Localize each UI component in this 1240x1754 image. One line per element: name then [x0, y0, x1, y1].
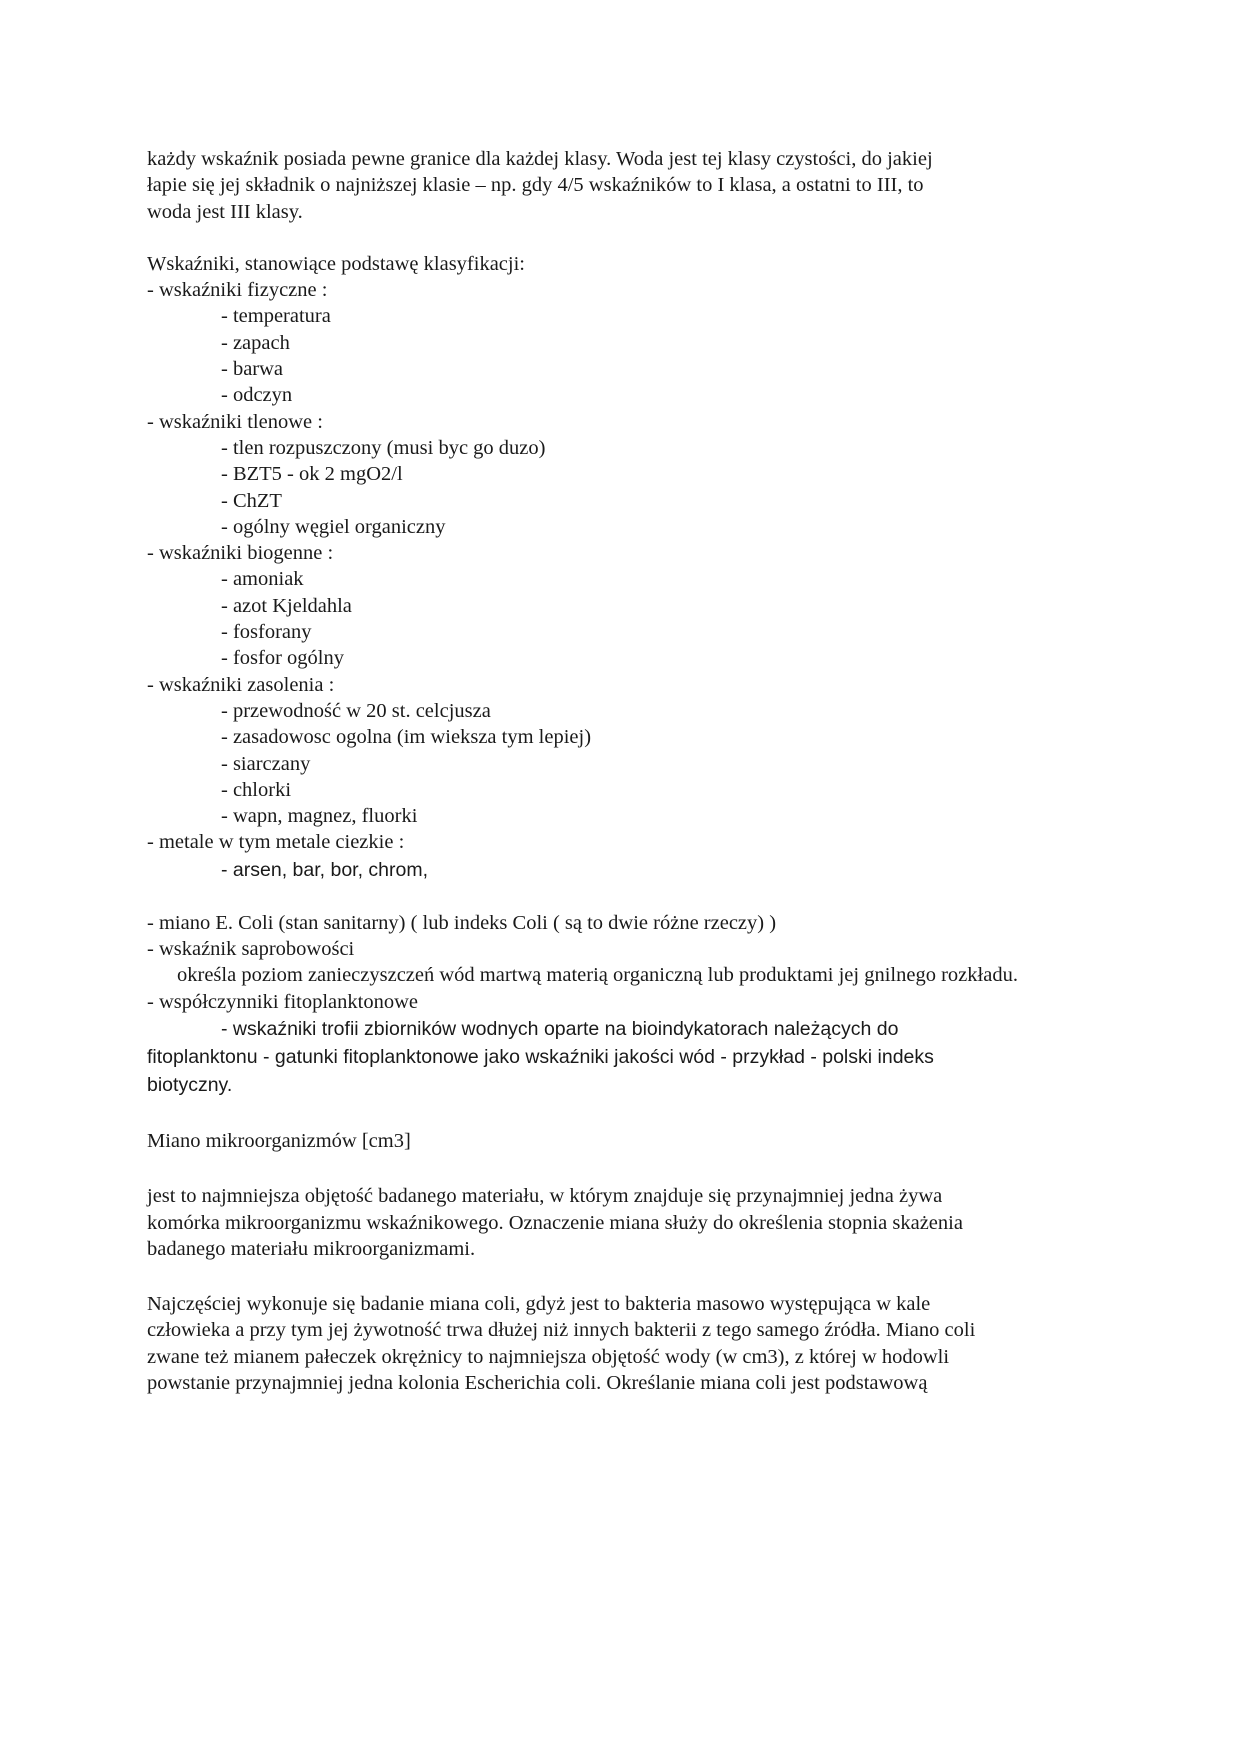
list-item: - ogólny węgiel organiczny	[221, 515, 446, 538]
saprob-description: określa poziom zanieczyszczeń wód martwą materią organiczną lub produktami jej gnilnego rozkładu.	[177, 964, 1018, 987]
list-item: - odczyn	[221, 384, 293, 407]
list-item: - temperatura	[221, 305, 331, 328]
list-item: - tlen rozpuszczony (musi byc go duzo)	[221, 436, 546, 459]
phyto-text-line: - wskaźniki trofii zbiorników wodnych oparte na bioindykatorach należących do	[221, 1017, 899, 1040]
list-item: - siarczany	[221, 752, 311, 775]
phyto-label: - współczynniki fitoplanktonowe	[147, 990, 419, 1013]
document-page	[147, 146, 1087, 1396]
group-label-biogenic: - wskaźniki biogenne :	[147, 542, 334, 565]
intro-paragraph	[147, 146, 1087, 225]
list-item: - fosforany	[221, 621, 312, 644]
text-line: każdy wskaźnik posiada pewne granice dla każdej klasy. Woda jest tej klasy czystości, do jakiej	[147, 148, 933, 170]
text-line: woda jest III klasy.	[147, 200, 303, 223]
group-label-salinity: - wskaźniki zasolenia :	[147, 673, 335, 696]
extra-indicators	[147, 910, 1087, 1099]
text-line: zwane też mianem pałeczek okrężnicy to najmniejsza objętość wody (w cm3), z której w hodowli	[147, 1345, 950, 1368]
coli-item: - miano E. Coli (stan sanitarny) ( lub indeks Coli ( są to dwie różne rzeczy) )	[147, 911, 777, 934]
saprob-label: - wskaźnik saprobowości	[147, 938, 355, 961]
text-line: powstanie przynajmniej jedna kolonia Escherichia coli. Określanie miana coli jest podstawową	[147, 1371, 928, 1394]
group-label-physical: - wskaźniki fizyczne :	[147, 279, 328, 302]
indicators-heading: Wskaźniki, stanowiące podstawę klasyfikacji:	[147, 252, 525, 275]
phyto-text-line: biotyczny.	[147, 1073, 233, 1096]
list-item: - BZT5 - ok 2 mgO2/l	[221, 463, 403, 486]
text-line: człowieka a przy tym jej żywotność trwa dłużej niż innych bakterii z tego samego źródła. Miano coli	[147, 1319, 976, 1342]
list-item: - barwa	[221, 358, 284, 381]
list-item: - zasadowosc ogolna (im wieksza tym lepiej)	[221, 726, 592, 749]
text-line: łapie się jej składnik o najniższej klasie – np. gdy 4/5 wskaźników to I klasa, a ostatni to III, to	[147, 174, 924, 197]
text-line: badanego materiału mikroorganizmami.	[147, 1237, 476, 1260]
list-item: - wapn, magnez, fluorki	[221, 805, 418, 828]
text-line: Najczęściej wykonuje się badanie miana coli, gdyż jest to bakteria masowo występująca w kale	[147, 1293, 931, 1316]
list-item: - przewodność w 20 st. celcjusza	[221, 699, 491, 722]
group-label-metals: - metale w tym metale ciezkie :	[147, 831, 405, 854]
phyto-text-line: fitoplanktonu - gatunki fitoplanktonowe jako wskaźniki jakości wód - przykład - polski indeks	[147, 1045, 934, 1068]
list-item: - ChZT	[221, 489, 282, 512]
miano-heading: Miano mikroorganizmów [cm3]	[147, 1129, 411, 1152]
list-item: - fosfor ogólny	[221, 647, 344, 670]
miano-paragraph-2	[147, 1291, 1087, 1396]
list-item: - zapach	[221, 331, 290, 354]
text-line: jest to najmniejsza objętość badanego materiału, w którym znajduje się przynajmniej jedna żywa	[147, 1185, 943, 1208]
text-line: komórka mikroorganizmu wskaźnikowego. Oznaczenie miana służy do określenia stopnia skażenia	[147, 1211, 963, 1234]
list-item: - arsen, bar, bor, chrom,	[221, 858, 429, 881]
list-item: - amoniak	[221, 568, 304, 591]
indicators-section	[147, 251, 1087, 884]
group-label-oxygen: - wskaźniki tlenowe :	[147, 410, 323, 433]
miano-paragraph-1	[147, 1183, 1087, 1262]
list-item: - azot Kjeldahla	[221, 594, 352, 617]
list-item: - chlorki	[221, 778, 292, 801]
